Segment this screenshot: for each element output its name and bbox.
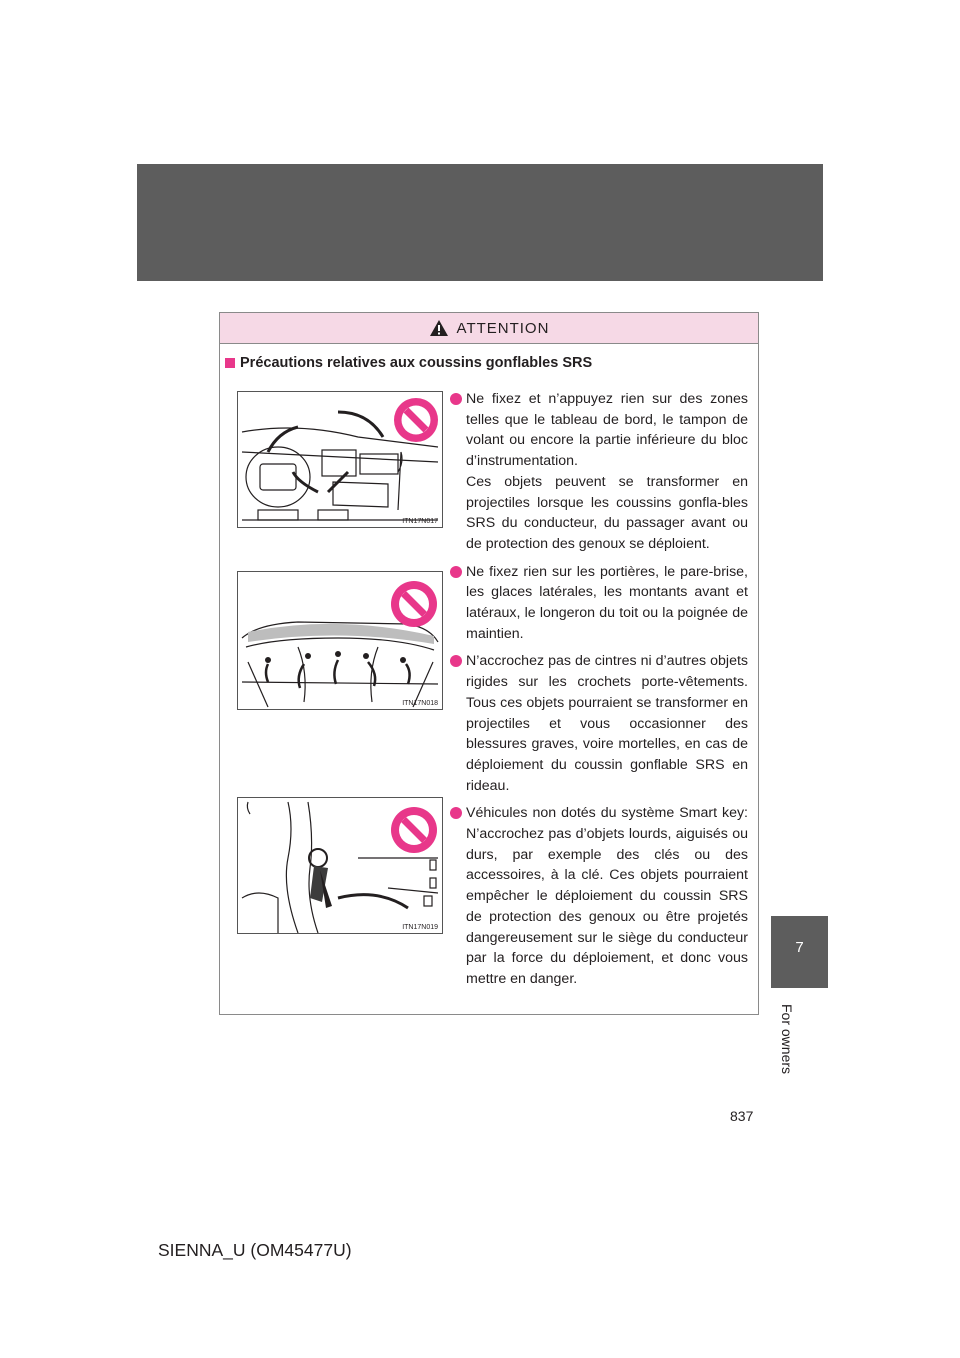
figure-caption: ITN17N019 (402, 924, 438, 931)
figure-caption: ITN17N018 (402, 700, 438, 707)
bullet-text: Ne fixez rien sur les portières, le pare-brise, les glaces latérales, les montants avant et latéraux, le longeron du toit ou la poignée de maintien. (466, 563, 748, 642)
bullet-dot-icon (450, 393, 462, 405)
key-illustration-icon (238, 798, 442, 933)
prohibited-sign-icon (391, 581, 437, 627)
square-bullet-icon (225, 358, 235, 368)
warning-icon (429, 319, 449, 337)
list-item (450, 651, 748, 796)
bullet-dot-icon (450, 807, 462, 819)
prohibited-sign-icon (394, 398, 438, 442)
header-band (137, 164, 823, 281)
figure-caption: ITN17N017 (402, 518, 438, 525)
figure-roof-rail (237, 571, 443, 710)
section-heading-text: Précautions relatives aux coussins gonflables SRS (240, 355, 593, 371)
attention-title: ATTENTION (456, 319, 550, 337)
attention-header (220, 313, 758, 344)
bullet-text-continued: Ces objets peuvent se transformer en projectiles lorsque les coussins gonfla-bles SRS du conducteur, du passager avant ou de protection des genoux se déploient. (466, 473, 748, 552)
figure-dashboard (237, 391, 443, 528)
bullet-list (450, 389, 748, 997)
prohibited-sign-icon (391, 807, 437, 853)
attention-box (219, 312, 759, 1015)
section-heading (225, 355, 592, 371)
bullet-text: Ne fixez et n’appuyez rien sur des zones telles que le tableau de bord, le tampon de volant ou encore la partie inférieure du bloc d’instrumentation. (466, 391, 748, 470)
bullet-text: Véhicules non dotés du système Smart key: N’accrochez pas d’objets lourds, aiguisés ou durs, par exemple des clés ou des accessoires, à la clé. Ces objets pourraient empêcher le déploiement du coussin SRS de protection des genoux ou être projetés dangereusement sur le siège du conducteur par la force du déploiement, et donc vous mettre en danger. (466, 805, 748, 987)
footer-model-code: SIENNA_U (OM45477U) (158, 1240, 352, 1260)
chapter-label: For owners (779, 1003, 795, 1075)
chapter-tab (771, 916, 828, 988)
figure-key (237, 797, 443, 934)
list-item (450, 389, 748, 555)
chapter-number: 7 (795, 939, 804, 956)
bullet-dot-icon (450, 655, 462, 667)
list-item (450, 803, 748, 989)
bullet-dot-icon (450, 566, 462, 578)
page-number: 837 (730, 1108, 754, 1124)
dashboard-illustration-icon (238, 392, 442, 527)
bullet-text: N’accrochez pas de cintres ni d’autres objets rigides sur les crochets porte-vêtements. Tous ces objets pourraient se transformer en projectiles et vous occasionner des blessures graves, voire mortelles, en cas de déploiement du coussin gonflable SRS en rideau. (466, 653, 748, 794)
roof-rail-illustration-icon (238, 572, 442, 709)
list-item (450, 562, 748, 645)
